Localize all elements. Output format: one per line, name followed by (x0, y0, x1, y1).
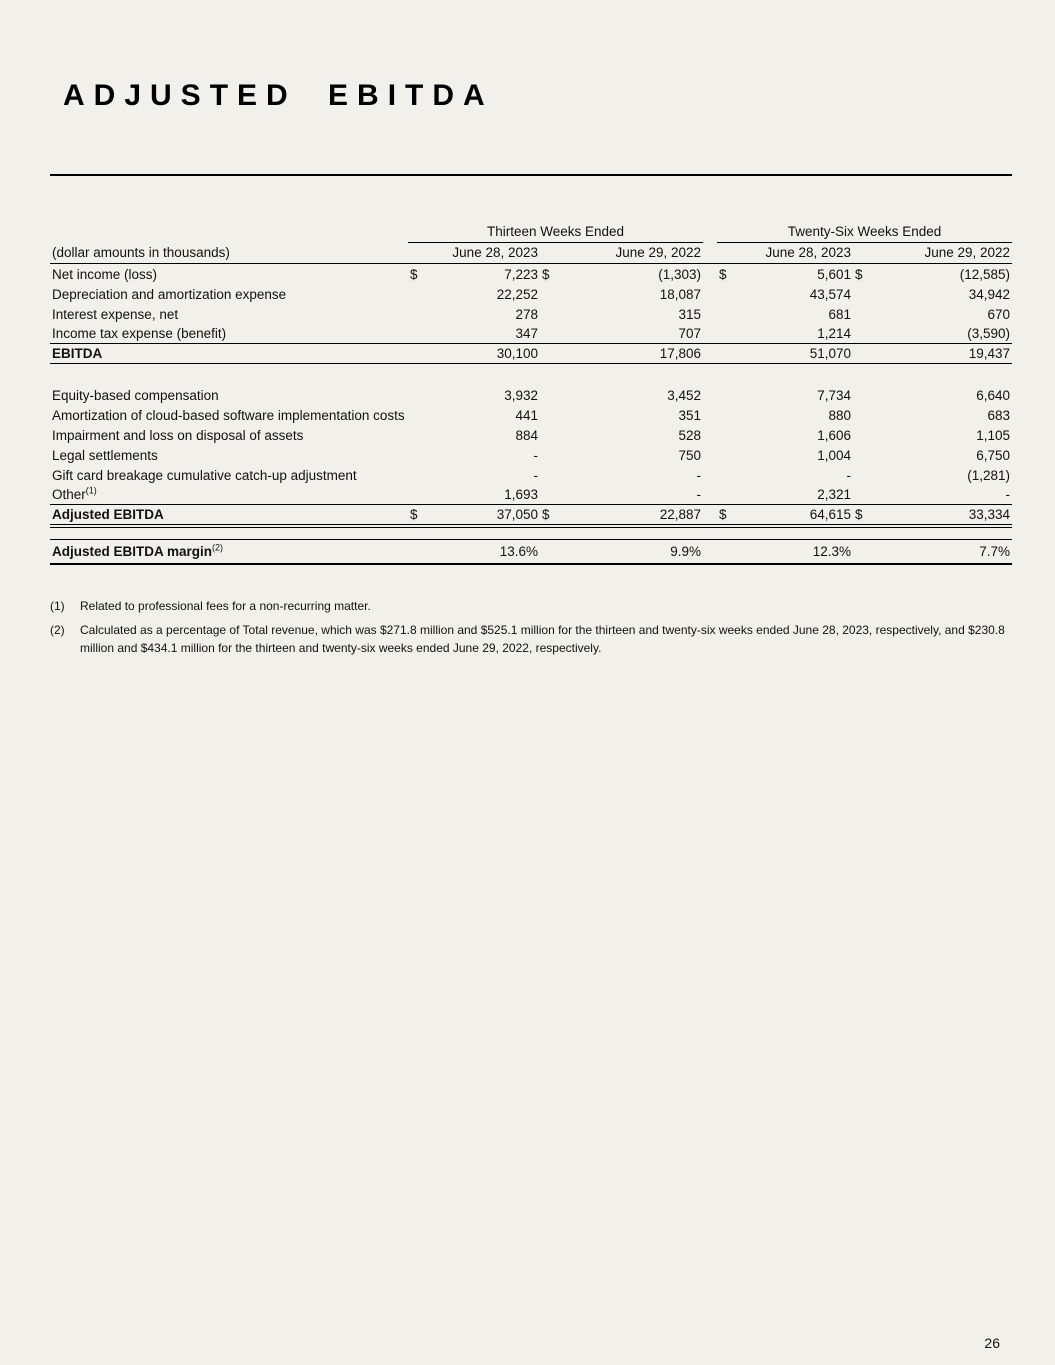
table-row (50, 284, 1012, 304)
table-row-ebitda (50, 344, 1012, 364)
table-row (50, 385, 1012, 405)
footnote-marker: (1) (50, 598, 65, 613)
currency-cell: $ (408, 505, 434, 527)
value-cell: 884 (515, 427, 538, 443)
value-cell: 1,105 (976, 427, 1011, 443)
value-cell: 22,887 (570, 505, 703, 527)
currency-cell (408, 304, 434, 324)
footnote (50, 621, 1012, 657)
table-row (50, 425, 1012, 445)
group-header-row (50, 222, 1012, 243)
value-cell: 3,932 (504, 387, 538, 403)
row-label: Adjusted EBITDA margin$^{(2)}$ (50, 539, 408, 564)
value-cell: 441 (515, 407, 538, 423)
value-cell: 1,606 (817, 427, 852, 443)
currency-cell: $ (853, 505, 881, 527)
table-row (50, 405, 1012, 425)
currency-cell: $ (542, 266, 550, 282)
currency-cell (540, 284, 570, 304)
currency-cell (717, 539, 742, 564)
value-cell: 681 (828, 306, 852, 322)
table-row (50, 304, 1012, 324)
footnote-ref: (1) (85, 485, 97, 496)
value-cell: 670 (987, 306, 1011, 322)
row-label: Equity-based compensation (52, 387, 219, 403)
currency-cell (717, 485, 742, 505)
currency-cell (853, 485, 881, 505)
column-gap (703, 465, 717, 485)
currency-cell (853, 284, 881, 304)
currency-cell: $ (410, 266, 418, 282)
footnotes (50, 597, 1012, 657)
page-content (0, 0, 1055, 657)
value-cell: 5,601 (817, 266, 852, 282)
currency-cell (717, 344, 742, 364)
value-cell: - (1005, 487, 1011, 502)
value-cell: 1,693 (504, 487, 538, 502)
table-row (50, 324, 1012, 344)
currency-cell (717, 324, 742, 344)
value-cell: (12,585) (959, 266, 1011, 282)
value-cell: (1,303) (658, 266, 702, 282)
value-cell: - (533, 447, 538, 463)
currency-cell (408, 405, 434, 425)
currency-cell (408, 539, 434, 564)
column-gap (703, 284, 717, 304)
currency-cell (408, 284, 434, 304)
row-label: Income tax expense (benefit) (52, 326, 227, 341)
value-cell: - (696, 487, 702, 502)
currency-cell (717, 405, 742, 425)
footnote (50, 597, 1012, 615)
value-cell: 51,070 (742, 344, 853, 364)
date-header-row (50, 243, 1012, 264)
value-cell: 707 (678, 326, 702, 341)
column-gap (703, 425, 717, 445)
column-gap (703, 505, 717, 527)
value-cell: 3,452 (667, 387, 702, 403)
value-cell: 43,574 (809, 286, 852, 302)
row-label: Net income (loss) (52, 266, 158, 282)
row-label: Amortization of cloud-based software implementation costs (52, 407, 405, 423)
column-gap (703, 445, 717, 465)
value-cell: 315 (678, 306, 702, 322)
table-row (50, 445, 1012, 465)
value-cell: 12.3% (742, 539, 853, 564)
row-label: Interest expense, net (52, 306, 179, 322)
footnote-ref: (2) (212, 542, 224, 552)
column-gap (703, 243, 717, 264)
row-label: Gift card breakage cumulative catch-up adjustment (52, 467, 357, 483)
column-gap (703, 222, 717, 243)
column-gap (703, 304, 717, 324)
currency-cell (717, 465, 742, 485)
currency-cell (717, 385, 742, 405)
value-cell: (3,590) (967, 326, 1011, 341)
value-cell: 18,087 (659, 286, 702, 302)
row-label: EBITDA (50, 344, 408, 364)
column-gap (703, 324, 717, 344)
date-header: June 29, 2022 (853, 243, 1012, 264)
value-cell: 64,615 (742, 505, 853, 527)
footnote-marker: (2) (50, 622, 65, 637)
currency-cell (540, 445, 570, 465)
table-note: (dollar amounts in thousands) (50, 243, 408, 264)
table-row (50, 485, 1012, 505)
currency-cell (540, 465, 570, 485)
currency-cell: $ (717, 505, 742, 527)
row-label: Depreciation and amortization expense (52, 286, 287, 302)
currency-cell (408, 465, 434, 485)
currency-cell: $ (855, 266, 863, 282)
date-header: June 28, 2023 (408, 243, 540, 264)
value-cell: - (696, 467, 702, 483)
currency-cell (853, 425, 881, 445)
title-divider (50, 174, 1012, 176)
currency-cell (540, 485, 570, 505)
currency-cell (540, 385, 570, 405)
date-header: June 28, 2023 (717, 243, 853, 264)
page-title: ADJUSTED EBITDA (63, 79, 494, 112)
column-gap (703, 264, 717, 284)
row-label: Other$^{(1)}$ (52, 485, 97, 502)
table-row (50, 465, 1012, 485)
value-cell: 30,100 (434, 344, 540, 364)
currency-cell (717, 445, 742, 465)
value-cell: 347 (515, 326, 538, 341)
currency-cell (408, 485, 434, 505)
page-number: 26 (984, 1335, 1000, 1351)
value-cell: 1,214 (817, 326, 852, 341)
value-cell: 6,640 (976, 387, 1011, 403)
currency-cell (408, 324, 434, 344)
footnote-text: Related to professional fees for a non-recurring matter. (80, 598, 371, 613)
value-cell: 33,334 (881, 505, 1012, 527)
spacer-row (50, 526, 1012, 539)
value-cell: 683 (987, 407, 1011, 423)
currency-cell (853, 405, 881, 425)
value-cell: 19,437 (881, 344, 1012, 364)
currency-cell (408, 445, 434, 465)
currency-cell (408, 344, 434, 364)
currency-cell (853, 344, 881, 364)
spacer-row (50, 364, 1012, 385)
column-gap (703, 485, 717, 505)
table-row-adjusted-ebitda (50, 505, 1012, 527)
currency-cell (717, 304, 742, 324)
currency-cell (853, 445, 881, 465)
value-cell: 7.7% (881, 539, 1012, 564)
currency-cell (540, 324, 570, 344)
adjusted-ebitda-table (50, 222, 1012, 565)
value-cell: 6,750 (976, 447, 1011, 463)
value-cell: - (846, 467, 852, 483)
row-label: Impairment and loss on disposal of assets (52, 427, 304, 443)
value-cell: 351 (678, 407, 702, 423)
row-label: Legal settlements (52, 447, 158, 463)
table-row-adjusted-ebitda-margin (50, 539, 1012, 564)
currency-cell (540, 304, 570, 324)
currency-cell (853, 465, 881, 485)
value-cell: 880 (828, 407, 852, 423)
currency-cell (408, 385, 434, 405)
value-cell: 278 (515, 306, 538, 322)
value-cell: 13.6% (434, 539, 540, 564)
currency-cell (540, 405, 570, 425)
column-gap (703, 385, 717, 405)
column-gap (703, 344, 717, 364)
value-cell: 9.9% (570, 539, 703, 564)
value-cell: 750 (678, 447, 702, 463)
currency-cell (853, 539, 881, 564)
currency-cell (853, 385, 881, 405)
currency-cell: $ (719, 266, 727, 282)
value-cell: (1,281) (967, 467, 1011, 483)
currency-cell (540, 425, 570, 445)
currency-cell: $ (540, 505, 570, 527)
value-cell: 7,223 (504, 266, 538, 282)
value-cell: 34,942 (968, 286, 1011, 302)
currency-cell (540, 344, 570, 364)
column-gap (703, 405, 717, 425)
value-cell: 1,004 (817, 447, 852, 463)
value-cell: 528 (678, 427, 702, 443)
row-label: Adjusted EBITDA (50, 505, 408, 527)
value-cell: - (533, 467, 538, 483)
group-header: Thirteen Weeks Ended (408, 222, 703, 243)
currency-cell (717, 425, 742, 445)
value-cell: 7,734 (817, 387, 852, 403)
currency-cell (717, 284, 742, 304)
value-cell: 17,806 (570, 344, 703, 364)
column-gap (703, 539, 717, 564)
value-cell: 37,050 (434, 505, 540, 527)
currency-cell (408, 425, 434, 445)
value-cell: 22,252 (496, 286, 538, 302)
table-row (50, 264, 1012, 284)
empty-cell (50, 222, 408, 243)
currency-cell (853, 304, 881, 324)
group-header: Twenty-Six Weeks Ended (717, 222, 1012, 243)
currency-cell (540, 539, 570, 564)
footnote-text: Calculated as a percentage of Total revenue, which was $271.8 million and $525.1 million for the thirteen and twenty-six weeks ended June 28, 2023, respectively, and $230.8 million and $434.1 million for the thirteen and twenty-six weeks ended June 29, 2022, respectively. (80, 622, 1005, 655)
currency-cell (853, 324, 881, 344)
date-header: June 29, 2022 (540, 243, 703, 264)
value-cell: 2,321 (817, 487, 852, 502)
